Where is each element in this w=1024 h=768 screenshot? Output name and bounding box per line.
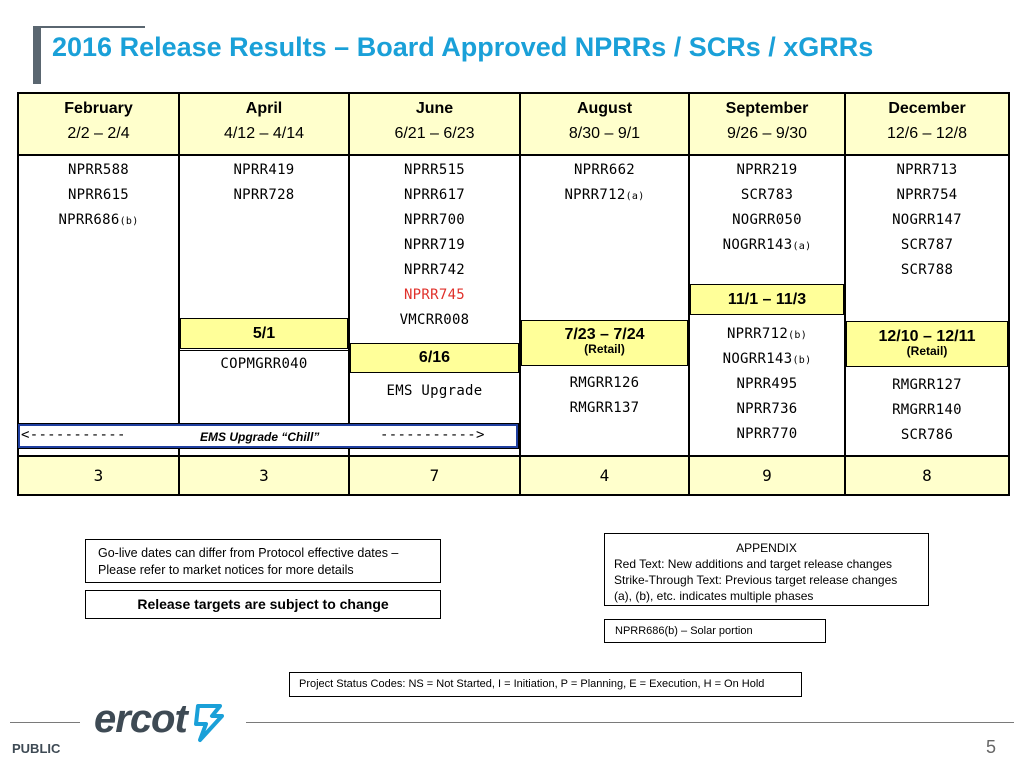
title-accent-line bbox=[33, 26, 145, 28]
targets-note: Release targets are subject to change bbox=[85, 590, 441, 619]
count-february: 3 bbox=[19, 457, 178, 494]
solar-note: NPRR686(b) – Solar portion bbox=[604, 619, 826, 643]
header-september bbox=[690, 94, 844, 154]
list-item: SCR788 bbox=[900, 262, 954, 278]
list-item: RMGRR126 bbox=[569, 375, 640, 391]
release-12-10-label: 12/10 – 12/11 (Retail) bbox=[846, 321, 1008, 367]
month-label: February bbox=[64, 100, 133, 117]
list-item: NPRR662 bbox=[573, 162, 636, 178]
header-june bbox=[350, 94, 519, 154]
title-accent-bar bbox=[33, 26, 41, 84]
month-label: September bbox=[725, 100, 809, 117]
release-5-1-items bbox=[180, 352, 348, 377]
date-range: 9/26 – 9/30 bbox=[726, 125, 808, 142]
header-august bbox=[521, 94, 688, 154]
september-items bbox=[690, 158, 844, 258]
list-item: NPRR719 bbox=[403, 237, 466, 253]
list-item: NPRR686(b) bbox=[58, 212, 139, 228]
list-item: VMCRR008 bbox=[399, 312, 470, 328]
count-april: 3 bbox=[180, 457, 348, 494]
list-item: RMGRR140 bbox=[892, 402, 962, 418]
list-item: SCR783 bbox=[740, 187, 794, 203]
row-divider bbox=[180, 350, 348, 351]
list-item: NOGRR143(a) bbox=[722, 237, 812, 253]
golive-note: Go-live dates can differ from Protocol effective dates – Please refer to market notices for more details bbox=[85, 539, 441, 583]
list-item: NPRR742 bbox=[403, 262, 466, 278]
appendix-line: Red Text: New additions and target release changes bbox=[614, 557, 892, 571]
release-12-10-items bbox=[846, 373, 1008, 448]
header-divider bbox=[19, 154, 1008, 156]
list-item: COPMGRR040 bbox=[220, 356, 308, 372]
month-label: August bbox=[576, 100, 633, 117]
list-item: NPRR615 bbox=[67, 187, 130, 203]
appendix-title: APPENDIX bbox=[736, 541, 797, 555]
appendix-box bbox=[604, 533, 929, 606]
list-item: NPRR219 bbox=[736, 162, 798, 178]
date-range: 12/6 – 12/8 bbox=[886, 125, 968, 142]
april-items bbox=[180, 158, 348, 208]
page-title: 2016 Release Results – Board Approved NPRRs / SCRs / xGRRs bbox=[52, 32, 874, 62]
list-item: NPRR728 bbox=[233, 187, 295, 203]
header-december bbox=[846, 94, 1008, 154]
ercot-logo: ercot bbox=[94, 697, 187, 741]
month-label: June bbox=[415, 100, 454, 117]
date-range: 8/30 – 9/1 bbox=[568, 125, 641, 142]
chill-right-arrow: -----------> bbox=[380, 427, 485, 443]
header-february bbox=[19, 94, 178, 154]
list-item: NOGRR147 bbox=[892, 212, 962, 228]
december-items bbox=[846, 158, 1008, 283]
release-5-1-label: 5/1 bbox=[180, 318, 348, 349]
count-august: 4 bbox=[521, 457, 688, 494]
header-april bbox=[180, 94, 348, 154]
list-item: NPRR419 bbox=[233, 162, 295, 178]
august-items bbox=[521, 158, 688, 208]
list-item: SCR786 bbox=[900, 427, 954, 443]
appendix-line: Strike-Through Text: Previous target release changes bbox=[614, 573, 898, 587]
list-item: NPRR495 bbox=[736, 376, 798, 392]
list-item: NOGRR143(b) bbox=[722, 351, 812, 367]
list-item-new: NPRR745 bbox=[403, 287, 466, 303]
release-11-1-label: 11/1 – 11/3 bbox=[690, 284, 844, 315]
list-item: RMGRR137 bbox=[569, 400, 640, 416]
month-label: April bbox=[245, 100, 283, 117]
list-item: NPRR754 bbox=[896, 187, 958, 203]
list-item: EMS Upgrade bbox=[386, 383, 483, 399]
june-items bbox=[350, 158, 519, 333]
release-6-16-items bbox=[350, 379, 519, 404]
chill-label: EMS Upgrade “Chill” bbox=[200, 430, 320, 444]
classification-label: PUBLIC bbox=[12, 741, 61, 756]
ercot-logo-mark-icon bbox=[192, 700, 226, 746]
date-range: 2/2 – 2/4 bbox=[67, 125, 130, 142]
date-range: 6/21 – 6/23 bbox=[394, 125, 475, 142]
release-11-1-items bbox=[690, 322, 844, 447]
list-item: NPRR515 bbox=[403, 162, 466, 178]
release-7-23-items bbox=[521, 371, 688, 421]
date-range: 4/12 – 4/14 bbox=[223, 125, 305, 142]
release-7-23-label: 7/23 – 7/24 (Retail) bbox=[521, 320, 688, 366]
list-item: NPRR712(a) bbox=[564, 187, 645, 203]
list-item: NPRR712(b) bbox=[726, 326, 808, 342]
footer-line-left bbox=[10, 722, 80, 723]
list-item: NPRR617 bbox=[403, 187, 466, 203]
list-item: NOGRR050 bbox=[732, 212, 802, 228]
list-item: SCR787 bbox=[900, 237, 954, 253]
list-item: NPRR700 bbox=[403, 212, 466, 228]
count-june: 7 bbox=[350, 457, 519, 494]
list-item: NPRR713 bbox=[896, 162, 958, 178]
month-label: December bbox=[888, 100, 966, 117]
february-items bbox=[19, 158, 178, 233]
list-item: NPRR588 bbox=[67, 162, 130, 178]
count-december: 8 bbox=[846, 457, 1008, 494]
footer-line-right bbox=[246, 722, 1014, 723]
chill-left-arrow: <----------- bbox=[21, 427, 126, 443]
list-item: RMGRR127 bbox=[892, 377, 962, 393]
list-item: NPRR736 bbox=[736, 401, 798, 417]
ems-chill-band bbox=[17, 423, 519, 449]
release-6-16-label: 6/16 bbox=[350, 343, 519, 373]
appendix-line: (a), (b), etc. indicates multiple phases bbox=[614, 589, 814, 603]
list-item: NPRR770 bbox=[736, 426, 798, 442]
page-number: 5 bbox=[986, 737, 997, 757]
count-september: 9 bbox=[690, 457, 844, 494]
status-codes-note: Project Status Codes: NS = Not Started, I = Initiation, P = Planning, E = Execution, H = On Hold bbox=[289, 672, 802, 697]
